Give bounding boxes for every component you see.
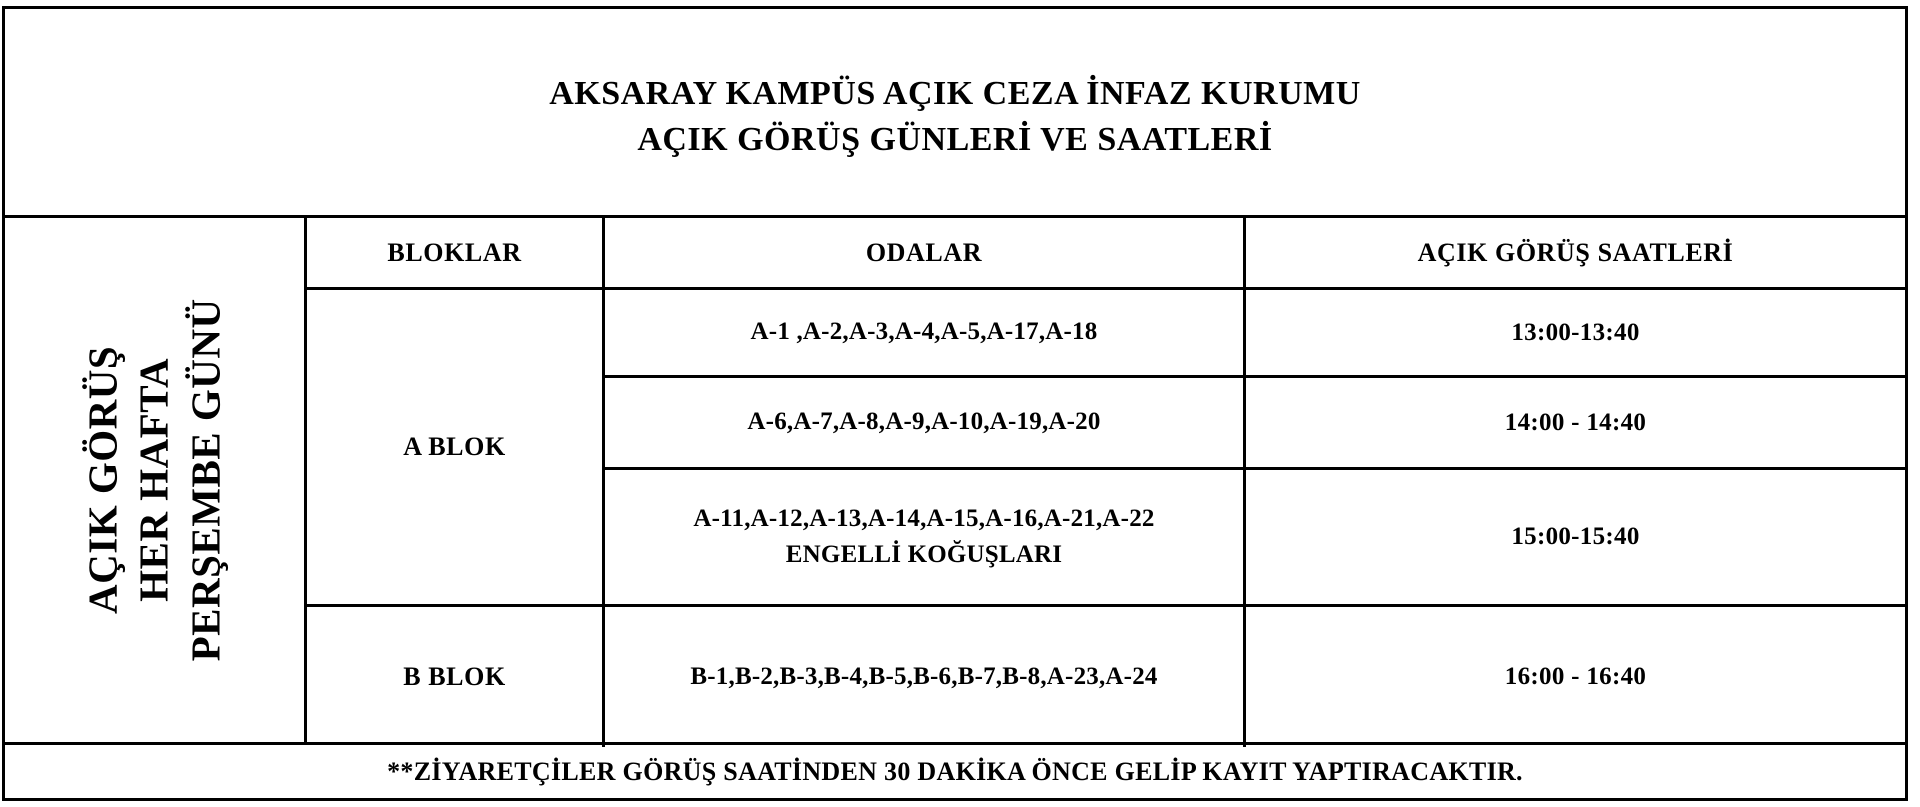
visiting-day-label-line-1: AÇIK GÖRÜŞ [79,345,126,615]
rooms-cell [605,290,1246,375]
rooms-text-line: B-1,B-2,B-3,B-4,B-5,B-6,B-7,B-8,A-23,A-24 [690,662,1158,690]
hours-cell: 14:00 - 14:40 [1504,408,1647,436]
rooms-cell [605,607,1246,747]
rooms-cell [605,378,1246,467]
visiting-day-label-cell [5,218,307,742]
block-a-rows [605,290,1905,604]
table-row [605,470,1905,604]
block-group-b [307,607,1905,747]
table-header-row [307,218,1905,290]
column-header-blocks: BLOKLAR [307,218,605,287]
hours-cell: 15:00-15:40 [1511,523,1640,550]
table-body [5,218,1905,798]
visiting-day-label-rotated [78,298,232,661]
page-title-line-2: AÇIK GÖRÜŞ GÜNLERİ VE SAATLERİ [637,121,1273,158]
visiting-hours-table [2,6,1908,801]
rooms-text-line: A-1 ,A-2,A-3,A-4,A-5,A-17,A-18 [750,318,1098,346]
table-columns [307,218,1905,742]
rooms-text-line: A-6,A-7,A-8,A-9,A-10,A-19,A-20 [747,408,1101,436]
block-label-a: A BLOK [307,290,605,604]
column-header-rooms: ODALAR [605,218,1246,287]
rooms-text-line: ENGELLİ KOĞUŞLARI [785,541,1063,568]
hours-cell: 16:00 - 16:40 [1504,663,1647,690]
block-group-a [307,290,1905,607]
hours-cell: 13:00-13:40 [1511,318,1640,346]
table-row [605,607,1905,747]
footer-note: **ZİYARETÇİLER GÖRÜŞ SAATİNDEN 30 DAKİKA ÖNCE GELİP KAYIT YAPTIRACAKTIR. [5,742,1905,798]
block-label-b: B BLOK [307,607,605,747]
visiting-day-label-line-2: HER HAFTA [130,357,177,603]
table-row [605,378,1905,470]
rooms-cell [605,470,1246,604]
page-title-line-1: AKSARAY KAMPÜS AÇIK CEZA İNFAZ KURUMU [549,75,1361,113]
block-b-rows [605,607,1905,747]
table-grid [5,218,1905,742]
document-title-band [5,9,1905,218]
rooms-text-line: A-11,A-12,A-13,A-14,A-15,A-16,A-21,A-22 [693,504,1155,532]
table-row [605,290,1905,378]
column-header-hours: AÇIK GÖRÜŞ SAATLERİ [1417,237,1734,267]
visiting-day-label-line-3: PERŞEMBE GÜNÜ [182,298,229,662]
